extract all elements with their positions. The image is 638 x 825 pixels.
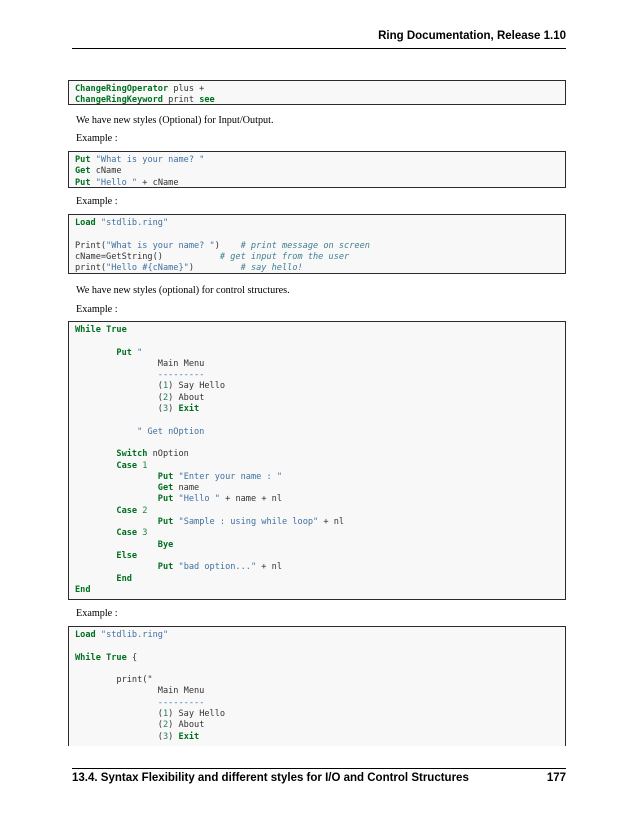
code-operator	[75, 84, 565, 107]
example-label: Example :	[76, 608, 118, 619]
code-token: "bad option..."	[178, 562, 257, 573]
code-token: + name + nl	[219, 494, 283, 505]
header-rule	[72, 48, 566, 49]
code-token: Put	[75, 155, 91, 165]
code-block-operator	[68, 80, 566, 105]
code-token: Switch	[116, 449, 148, 460]
code-token: (	[75, 381, 163, 392]
code-token: plus +	[168, 84, 205, 94]
code-token: Else	[116, 550, 138, 561]
code-token: )	[188, 263, 241, 274]
code-token: nOption	[147, 449, 189, 460]
code-token	[75, 461, 116, 471]
code-token: (	[75, 709, 163, 720]
code-token: Case	[116, 505, 138, 516]
code-token: ChangeRingKeyword	[75, 95, 163, 106]
paragraph-styles-io: We have new styles (Optional) for Input/Output.	[76, 115, 274, 126]
code-token: ) About	[168, 720, 205, 731]
code-token: # say hello!	[240, 263, 303, 274]
code-token: print	[162, 95, 200, 106]
code-token: name	[173, 483, 200, 494]
code-token: )	[168, 404, 179, 415]
code-token: + nl	[318, 517, 345, 528]
code-token: Case	[116, 528, 138, 539]
code-token: Put	[157, 562, 174, 573]
code-token: "Hello "	[178, 494, 220, 505]
code-put-get	[75, 155, 565, 189]
code-token	[75, 348, 116, 358]
code-token: ---------	[157, 370, 205, 381]
example-label: Example :	[76, 133, 118, 144]
code-token: Put	[157, 517, 174, 528]
code-token: Get	[75, 166, 91, 177]
code-token: "Enter your name : "	[178, 471, 282, 482]
code-token: + cName	[137, 177, 179, 188]
code-token: 3	[142, 528, 148, 539]
code-token	[75, 540, 158, 550]
page-number: 177	[546, 772, 566, 784]
code-token: Bye	[157, 539, 174, 550]
code-token	[75, 698, 158, 708]
code-token	[75, 574, 116, 584]
code-token	[75, 449, 116, 459]
code-token: + nl	[256, 562, 282, 573]
code-token: End	[75, 584, 91, 595]
code-token: 1	[142, 460, 148, 471]
code-token: cName	[90, 166, 122, 177]
code-token: Exit	[178, 731, 200, 742]
code-token: "What is your name? "	[95, 155, 205, 165]
code-token	[75, 506, 116, 516]
code-block-stdlib-io	[68, 214, 566, 274]
code-token: "Hello #{cName}"	[106, 263, 189, 274]
code-token: 2	[162, 720, 169, 731]
code-token: Case	[116, 460, 138, 471]
code-token: Put	[157, 494, 174, 505]
code-token: "Sample : using while loop"	[178, 517, 319, 528]
code-token	[75, 483, 158, 493]
code-token: Print(	[75, 240, 107, 251]
code-token: print(	[75, 263, 107, 274]
code-stdlib-while	[75, 630, 565, 743]
paragraph-styles-control: We have new styles (optional) for control structures.	[76, 285, 290, 296]
code-token: While	[75, 652, 101, 663]
code-token: ) Say Hello	[168, 709, 226, 720]
code-token: 2	[162, 392, 169, 403]
code-token: While	[75, 325, 101, 335]
code-token: # get input from the user	[219, 251, 350, 262]
code-token: 2	[142, 505, 148, 516]
code-token: True	[106, 325, 127, 335]
code-token	[75, 472, 158, 482]
footer-section: 13.4. Syntax Flexibility and different styles for I/O and Control Structures	[72, 772, 469, 784]
code-token: (	[75, 404, 163, 415]
code-token: 1	[162, 709, 169, 720]
code-token: 3	[162, 731, 169, 742]
example-label: Example :	[76, 304, 118, 315]
code-token: "stdlib.ring"	[100, 218, 169, 228]
code-block-while-switch	[68, 321, 566, 600]
code-token: "What is your name? "	[106, 240, 215, 251]
code-token: ChangeRingOperator	[75, 84, 169, 94]
code-token: Put	[116, 347, 132, 358]
code-token	[75, 517, 158, 527]
code-token: (	[75, 392, 163, 403]
code-token: "	[137, 347, 143, 358]
code-stdlib-io	[75, 218, 565, 274]
code-token: Main Menu	[75, 686, 205, 697]
code-token	[75, 562, 158, 572]
code-while-switch	[75, 325, 565, 596]
code-token: Put	[157, 471, 174, 482]
example-label: Example :	[76, 196, 118, 207]
code-block-put-get	[68, 151, 566, 188]
code-token: "stdlib.ring"	[100, 630, 169, 640]
code-token: print("	[75, 675, 153, 686]
code-token: End	[116, 573, 132, 584]
footer-rule	[72, 768, 566, 769]
code-token: Exit	[178, 404, 200, 415]
code-token: 3	[162, 404, 169, 415]
code-token	[75, 370, 158, 380]
code-token: )	[168, 731, 179, 742]
code-token	[75, 494, 158, 504]
code-token: Main Menu	[75, 358, 205, 369]
code-token: # print message on screen	[240, 240, 370, 251]
code-token: see	[199, 95, 215, 106]
code-token: )	[214, 240, 241, 251]
code-token: ---------	[157, 697, 205, 708]
code-token: "Hello "	[95, 177, 138, 188]
code-token: 1	[162, 381, 169, 392]
code-token: cName=GetString()	[75, 251, 220, 262]
code-token: Get	[157, 483, 174, 494]
code-token: {	[126, 652, 138, 663]
code-token: Load	[75, 630, 96, 640]
code-token: True	[106, 652, 127, 663]
code-token: ) About	[168, 392, 205, 403]
code-token: (	[75, 720, 163, 731]
code-token	[75, 528, 116, 538]
code-token	[75, 427, 137, 437]
code-block-stdlib-while	[68, 626, 566, 746]
code-token	[75, 551, 116, 561]
code-token: Load	[75, 218, 96, 228]
code-token: Put	[75, 177, 91, 188]
page-header-title: Ring Documentation, Release 1.10	[378, 30, 566, 42]
code-token: (	[75, 731, 163, 742]
code-token: " Get nOption	[137, 426, 205, 437]
code-token: ) Say Hello	[168, 381, 226, 392]
